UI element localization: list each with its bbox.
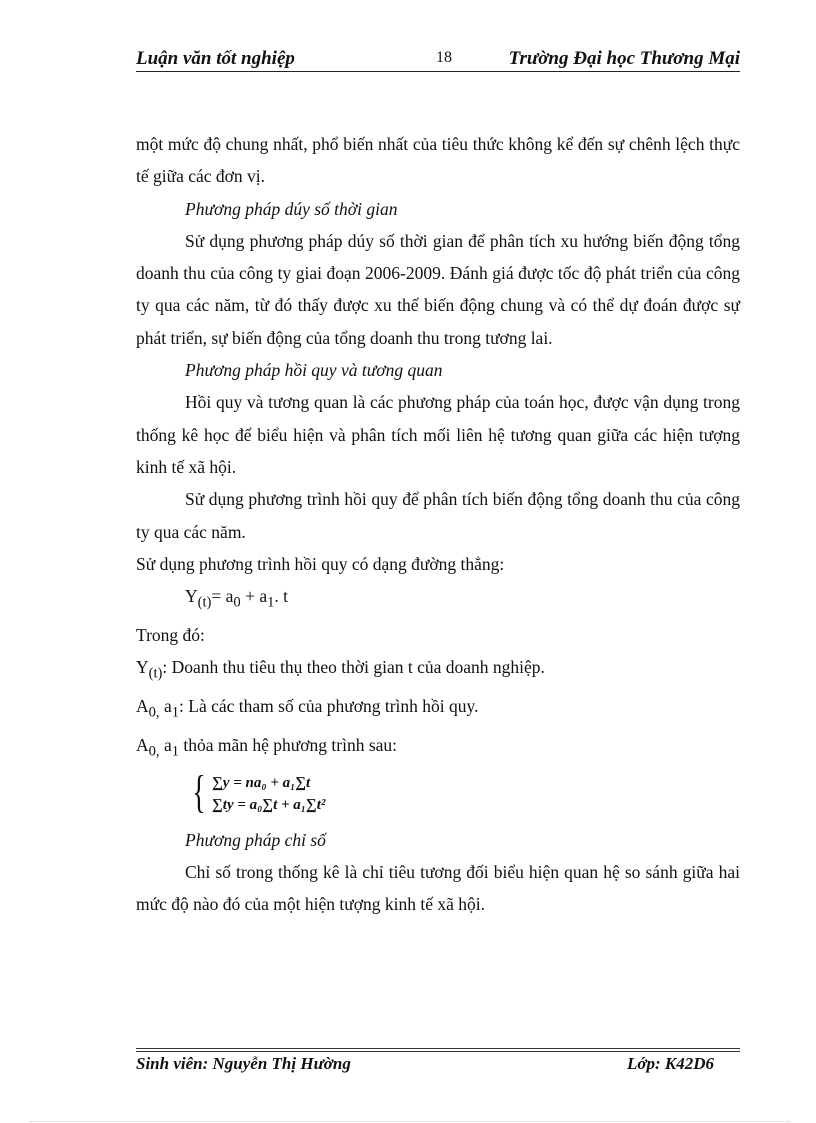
page-edge (30, 1121, 790, 1122)
section-heading-index: Phương pháp chỉ số (185, 829, 326, 850)
footer-divider-bottom (136, 1051, 740, 1052)
header-thesis-title: Luận văn tốt nghiệp (136, 48, 295, 69)
footer-student: Sinh viên: Nguyễn Thị Hường (136, 1054, 351, 1073)
paragraph-regression-usage: Sử dụng phương trình hồi quy để phân tích biến động tổng doanh thu của công ty qua các năm. (136, 489, 740, 542)
page-footer (136, 1054, 740, 1078)
brace-icon: { (192, 765, 206, 817)
page-body (136, 128, 740, 921)
definition-y: $Y_{(t)}$: Doanh thu tiêu thụ theo thời gian t của doanh nghiệp. (136, 657, 545, 682)
where-label: Trong đó: (136, 624, 205, 645)
regression-formula: $Y_{(t)}= a_0 + a_1$. t (185, 586, 289, 611)
paragraph-continuation: một mức độ chung nhất, phổ biến nhất của tiêu thức không kể đến sự chênh lệch thực tế giữa các đơn vị. (136, 134, 740, 187)
paragraph-regression-definition: Hồi quy và tương quan là các phương pháp của toán học, được vận dụng trong thống kê học để biểu hiện và phân tích mối liên hệ tương quan giữa các hiện tượng kinh tế xã hội. (136, 392, 740, 477)
definition-system-intro: $A_{0,}$ $a_1$ thỏa mãn hệ phương trình sau: (136, 734, 398, 760)
page-number: 18 (436, 49, 452, 66)
paragraph-index: Chỉ số trong thống kê là chỉ tiêu tương đối biểu hiện quan hệ so sánh giữa hai mức độ nào đó của một hiện tượng kinh tế xã hội. (136, 861, 740, 915)
section-heading-time-series: Phương pháp dúy số thời gian (185, 198, 398, 219)
equation-line-1: ∑y = na₀ + a₁∑t (212, 774, 311, 791)
section-heading-regression: Phương pháp hồi quy và tương quan (185, 360, 443, 381)
equation-system (188, 765, 740, 818)
footer-divider-top (136, 1048, 740, 1049)
paragraph-linear-form: Sử dụng phương trình hồi quy có dạng đường thẳng: (136, 553, 505, 574)
footer-class: Lớp: K42D6 (626, 1054, 714, 1073)
definition-parameters: $A_{0,}$ $a_1$: Là các tham số của phương trình hồi quy. (136, 696, 479, 721)
header-university: Trường Đại học Thương Mại (508, 48, 740, 69)
equation-line-2: ∑ty = a₀∑t + a₁∑t² (212, 796, 326, 813)
paragraph-time-series: Sử dụng phương pháp dúy số thời gian để phân tích xu hướng biến động tổng doanh thu của công ty giai đoạn 2006-2009. Đánh giá được tốc độ phát triển của công ty qua các năm, từ đó thấy được xu thế biến động chung và có thể dự đoán được sự phát triển, sự biến động của tổng doanh thu trong tương lai. (136, 230, 740, 348)
header-divider (136, 71, 740, 72)
page-header (136, 48, 740, 72)
